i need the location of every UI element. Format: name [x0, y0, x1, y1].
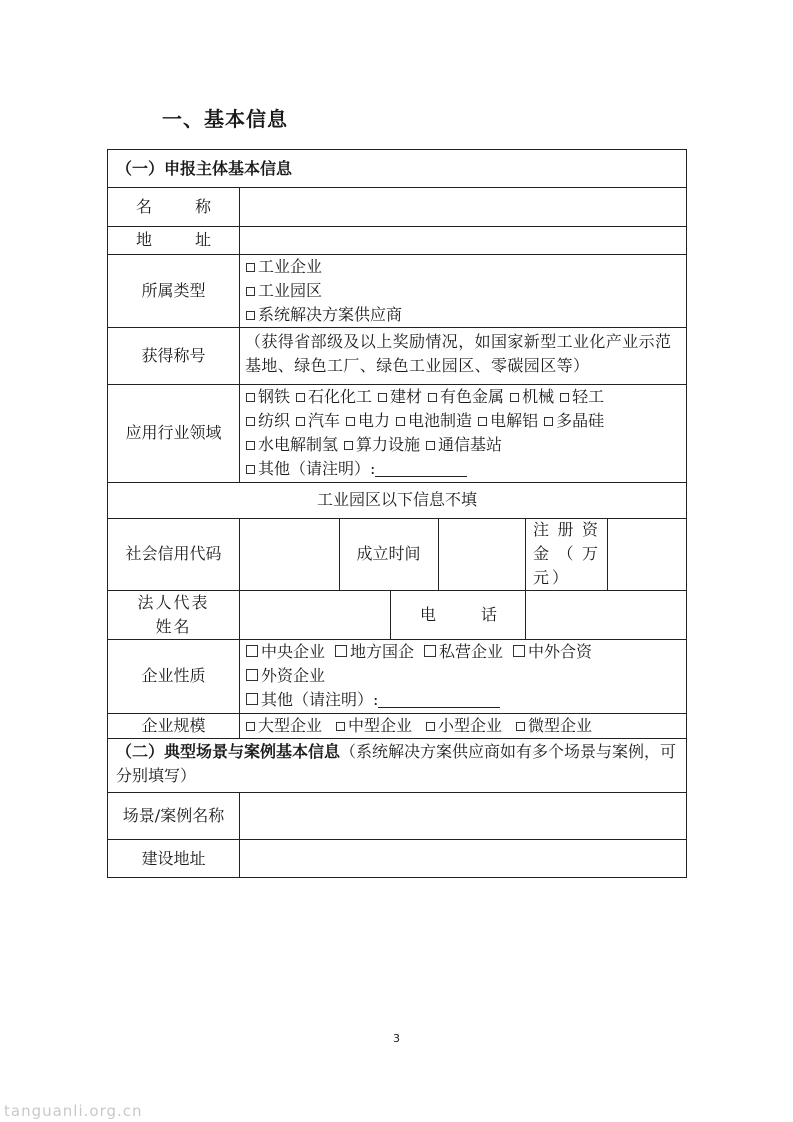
park-notice: 工业园区以下信息不填 [316, 490, 477, 509]
checkbox-icon[interactable] [296, 393, 305, 402]
checkbox-icon[interactable] [246, 722, 255, 731]
nature-option-foreign[interactable]: 外资企业 [246, 664, 680, 688]
checkbox-icon[interactable] [378, 393, 387, 402]
type-option-solution-provider[interactable]: 系统解决方案供应商 [246, 303, 680, 327]
industry-option-nonferrous[interactable]: 有色金属 [428, 385, 504, 409]
founded-field[interactable] [438, 518, 525, 590]
section2-header [108, 738, 686, 792]
industry-option-base-station[interactable]: 通信基站 [426, 433, 502, 457]
checkbox-icon[interactable] [424, 645, 436, 657]
industry-option-machinery[interactable]: 机械 [510, 385, 554, 409]
phone-label: 电 话 [420, 604, 497, 624]
checkbox-icon[interactable] [516, 722, 525, 731]
industry-option-power[interactable]: 电力 [346, 409, 390, 433]
section2-title: （二）典型场景与案例基本信息 [116, 742, 341, 761]
industry-option-other[interactable]: 其他（请注明）: [246, 457, 680, 481]
scale-label: 企业规模 [141, 715, 206, 735]
industry-option-steel[interactable]: 钢铁 [246, 385, 290, 409]
type-option-industrial-park[interactable]: 工业园区 [246, 279, 680, 303]
industry-option-polysilicon[interactable]: 多晶硅 [544, 409, 604, 433]
checkbox-icon[interactable] [296, 417, 305, 426]
industry-options [239, 384, 686, 482]
watermark: tanguanli.org.cn [4, 1102, 143, 1120]
scale-option-large[interactable]: 大型企业 [246, 713, 322, 738]
capital-label: 注册资金（万元） [533, 520, 601, 587]
checkbox-icon[interactable] [426, 441, 435, 450]
case-name-field[interactable] [239, 792, 686, 839]
capital-field[interactable] [607, 518, 686, 590]
industry-option-electrolytic-aluminum[interactable]: 电解铝 [478, 409, 538, 433]
titles-note[interactable]: （获得省部级及以上奖励情况，如国家新型工业化产业示范基地、绿色工厂、绿色工业园区、零碳园区等） [245, 332, 672, 375]
checkbox-icon[interactable] [560, 393, 569, 402]
industry-other-blank[interactable] [375, 460, 467, 477]
founded-label: 成立时间 [356, 544, 421, 563]
legal-rep-label: 法人代表姓名 [137, 592, 210, 636]
nature-option-local-state[interactable]: 地方国企 [335, 640, 414, 664]
checkbox-icon[interactable] [246, 287, 255, 296]
industry-label: 应用行业领域 [125, 423, 222, 442]
nature-label: 企业性质 [141, 666, 206, 685]
credit-code-field[interactable] [239, 518, 339, 590]
type-option-industrial-enterprise[interactable]: 工业企业 [246, 255, 680, 279]
page-heading: 一、基本信息 [162, 107, 288, 131]
case-address-label: 建设地址 [141, 848, 206, 868]
industry-option-automotive[interactable]: 汽车 [296, 409, 340, 433]
case-address-field[interactable] [239, 839, 686, 878]
industry-option-computing[interactable]: 算力设施 [344, 433, 420, 457]
checkbox-icon[interactable] [246, 417, 255, 426]
checkbox-icon[interactable] [246, 669, 258, 681]
type-options [239, 254, 686, 327]
section1-title: （一）申报主体基本信息 [116, 159, 293, 178]
legal-rep-field[interactable] [239, 590, 390, 639]
checkbox-icon[interactable] [478, 417, 487, 426]
checkbox-icon[interactable] [246, 263, 255, 272]
titles-label: 获得称号 [141, 345, 206, 365]
type-label: 所属类型 [141, 280, 206, 300]
address-label: 地 址 [136, 230, 211, 249]
checkbox-icon[interactable] [246, 465, 255, 474]
section2-note: （系统解决方案供应商如有多个场景与案例，可分别填写） [116, 742, 677, 785]
scale-options [239, 713, 686, 738]
checkbox-icon[interactable] [396, 417, 405, 426]
scale-option-medium[interactable]: 中型企业 [336, 713, 412, 738]
address-field[interactable] [239, 226, 686, 254]
checkbox-icon[interactable] [246, 693, 258, 705]
scale-option-small[interactable]: 小型企业 [426, 713, 502, 738]
industry-option-petrochemical[interactable]: 石化化工 [296, 385, 372, 409]
checkbox-icon[interactable] [544, 417, 553, 426]
industry-option-light-industry[interactable]: 轻工 [560, 385, 604, 409]
checkbox-icon[interactable] [246, 393, 255, 402]
checkbox-icon[interactable] [246, 645, 258, 657]
case-name-label: 场景/案例名称 [122, 805, 225, 825]
checkbox-icon[interactable] [344, 441, 353, 450]
info-form-table [107, 149, 687, 878]
checkbox-icon[interactable] [510, 393, 519, 402]
credit-code-label: 社会信用代码 [125, 544, 222, 563]
checkbox-icon[interactable] [246, 311, 255, 320]
nature-option-joint-venture[interactable]: 中外合资 [513, 640, 592, 664]
page-number: 3 [393, 1032, 400, 1045]
industry-option-hydrogen[interactable]: 水电解制氢 [246, 433, 338, 457]
checkbox-icon[interactable] [346, 417, 355, 426]
phone-field[interactable] [525, 590, 686, 639]
nature-option-private[interactable]: 私营企业 [424, 640, 503, 664]
industry-option-textile[interactable]: 纺织 [246, 409, 290, 433]
checkbox-icon[interactable] [335, 645, 347, 657]
nature-option-central[interactable]: 中央企业 [246, 640, 325, 664]
checkbox-icon[interactable] [428, 393, 437, 402]
industry-option-battery[interactable]: 电池制造 [396, 409, 472, 433]
nature-options [239, 639, 686, 713]
nature-other-blank[interactable] [378, 691, 500, 708]
checkbox-icon[interactable] [426, 722, 435, 731]
checkbox-icon[interactable] [336, 722, 345, 731]
name-label: 名 称 [136, 196, 211, 216]
industry-option-building-materials[interactable]: 建材 [378, 385, 422, 409]
checkbox-icon[interactable] [246, 441, 255, 450]
nature-option-other[interactable]: 其他（请注明）: [246, 688, 680, 712]
name-field[interactable] [239, 187, 686, 226]
scale-option-micro[interactable]: 微型企业 [516, 713, 592, 738]
checkbox-icon[interactable] [513, 645, 525, 657]
